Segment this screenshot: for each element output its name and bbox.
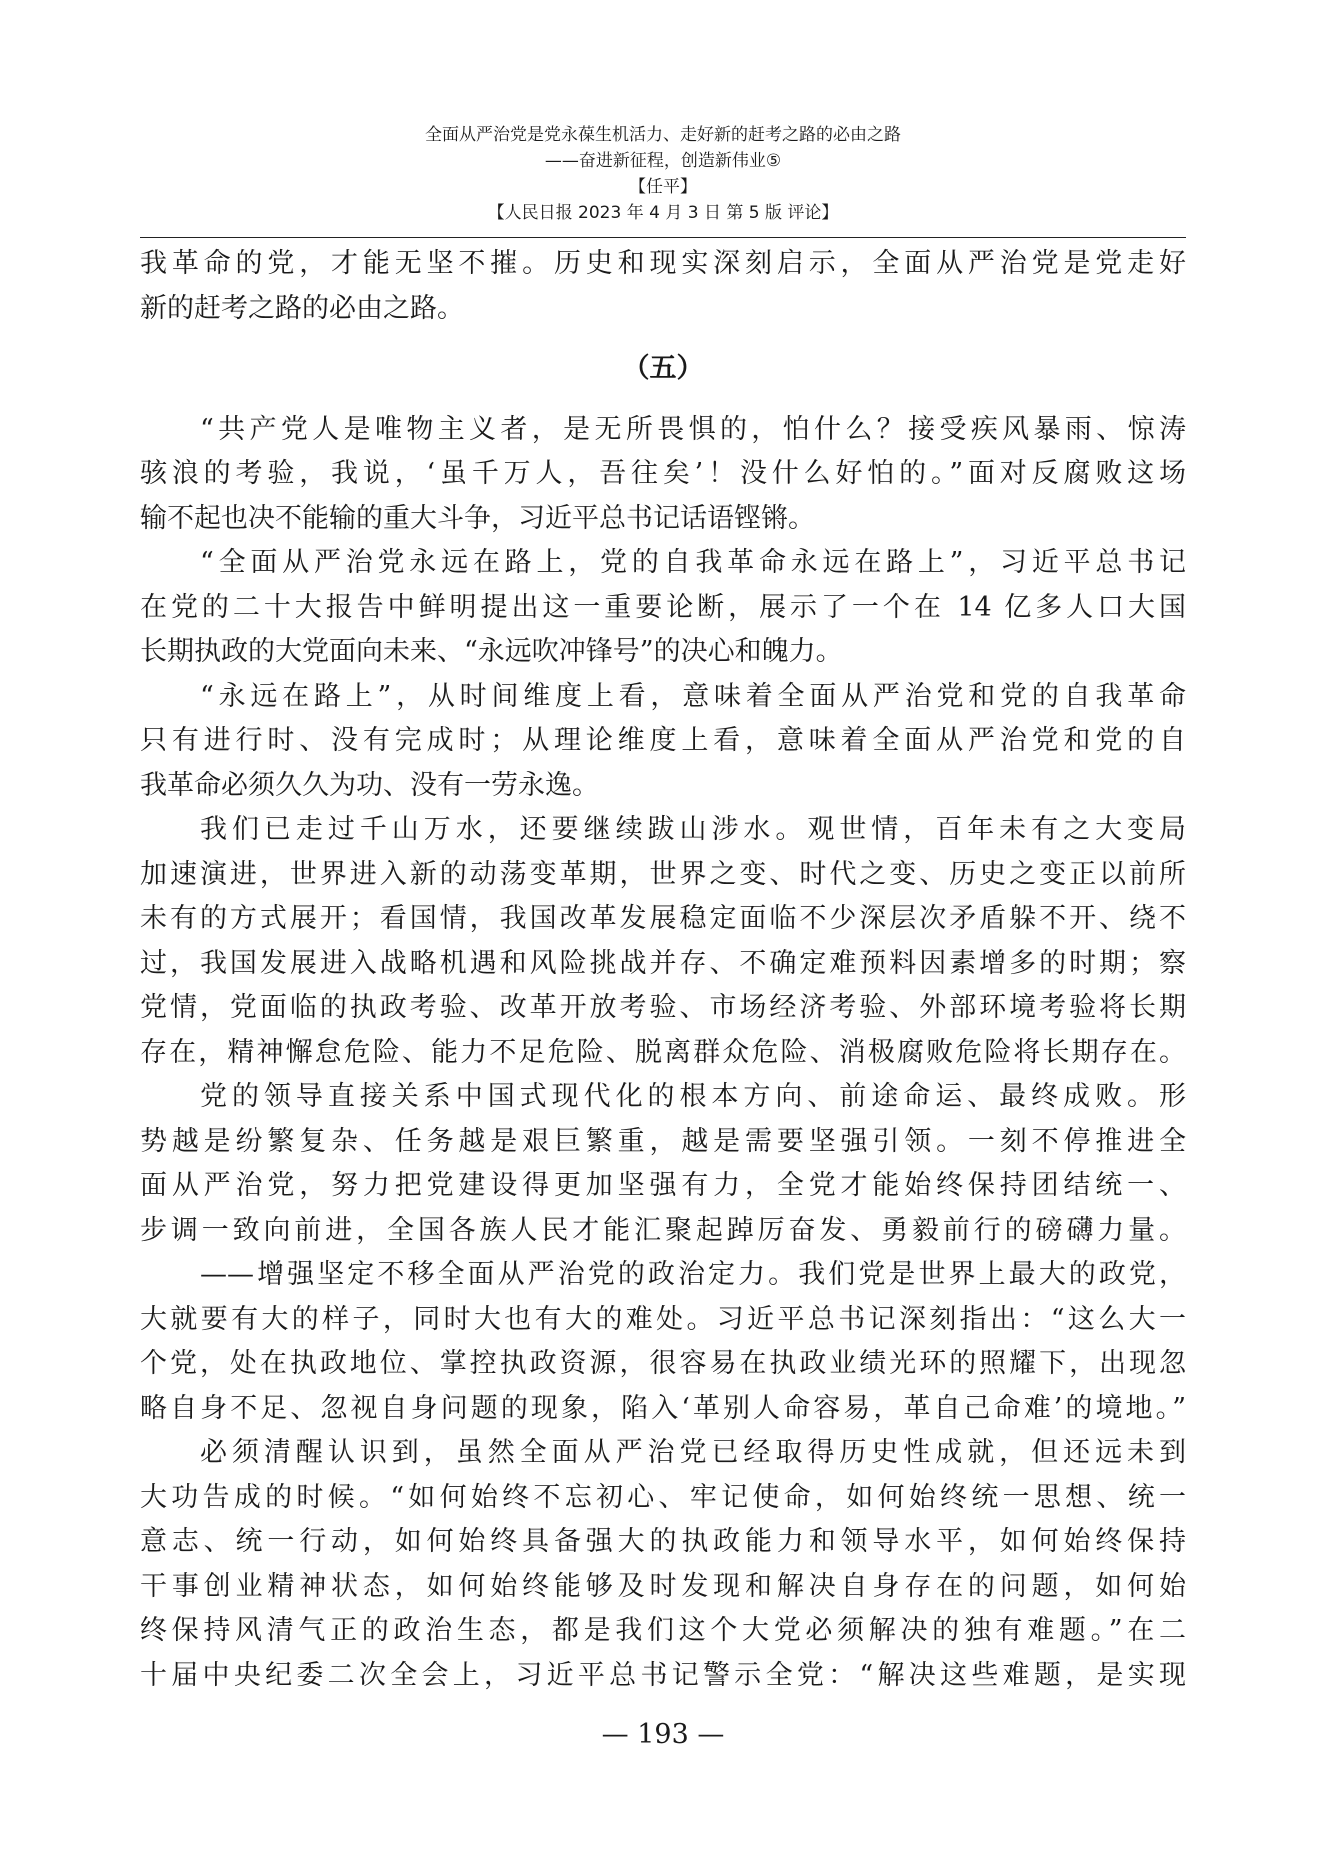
text-line: 党情，党面临的执政考验、改革开放考验、市场经济考验、外部环境考验将长期: [140, 992, 1186, 1023]
text-line: 个党，处在执政地位、掌控执政资源，很容易在执政业绩光环的照耀下，出现忽: [140, 1348, 1186, 1379]
text-line: 只有进行时、没有完成时；从理论维度上看，意味着全面从严治党和党的自: [140, 725, 1186, 756]
article-title: 全面从严治党是党永葆生机活力、走好新的赶考之路的必由之路: [425, 125, 901, 145]
paragraph: [140, 1075, 1186, 1253]
text-line: 未有的方式展开；看国情，我国改革发展稳定面临不少深层次矛盾躲不开、绕不: [140, 903, 1186, 934]
text-line: 党的领导直接关系中国式现代化的根本方向、前途命运、最终成败。形: [200, 1081, 1186, 1112]
text-line: 加速演进，世界进入新的动荡变革期，世界之变、时代之变、历史之变正以前所: [140, 858, 1186, 890]
page-header: [140, 122, 1186, 226]
paragraph: [140, 675, 1186, 809]
paragraph: [140, 808, 1186, 1075]
text-line: 大功告成的时候。“如何始终不忘初心、牢记使命，如何始终统一思想、统一: [140, 1481, 1186, 1513]
text-line: “永远在路上”，从时间维度上看，意味着全面从严治党和党的自我革命: [200, 680, 1186, 712]
article-body: [140, 242, 1186, 1698]
text-line: 存在，精神懈怠危险、能力不足危险、脱离群众危险、消极腐败危险将长期存在。: [140, 1036, 1186, 1068]
text-line: 长期执政的大党面向未来、“永远吹冲锋号”的决心和魄力。: [140, 636, 843, 667]
page-number: — 193 —: [601, 1719, 725, 1750]
text-line: “全面从严治党永远在路上，党的自我革命永远在路上”，习近平总书记: [200, 547, 1186, 578]
text-line: 干事创业精神状态，如何始终能够及时发现和解决自身存在的问题，如何始: [140, 1570, 1186, 1602]
text-line: 骇浪的考验，我说，‘虽千万人，吾往矣’！没什么好怕的。”面对反腐败这场: [140, 458, 1186, 489]
text-line: 我们已走过千山万水，还要继续跋山涉水。观世情，百年未有之大变局: [200, 814, 1186, 845]
paragraph: [140, 1431, 1186, 1698]
text-line: “共产党人是唯物主义者，是无所畏惧的，怕什么？接受疾风暴雨、惊涛: [200, 413, 1186, 445]
article-source: 【人民日报 2023 年 4 月 3 日 第 5 版 评论】: [487, 203, 839, 223]
text-line: 步调一致向前进，全国各族人民才能汇聚起踔厉奋发、勇毅前行的磅礴力量。: [140, 1214, 1186, 1246]
text-line: 十届中央纪委二次全会上，习近平总书记警示全党：“解决这些难题，是实现: [140, 1659, 1186, 1691]
text-line: 我革命必须久久为功、没有一劳永逸。: [140, 769, 599, 801]
article-subtitle: ——奋进新征程，创造新伟业⑤: [544, 151, 782, 171]
text-line: 势越是纷繁复杂、任务越是艰巨繁重，越是需要坚强引领。一刻不停推进全: [140, 1125, 1186, 1157]
text-line: 终保持风清气正的政治生态，都是我们这个大党必须解决的独有难题。”在二: [140, 1615, 1186, 1646]
text-line: 新的赶考之路的必由之路。: [140, 292, 464, 324]
text-line: 面从严治党，努力把党建设得更加坚强有力，全党才能始终保持团结统一、: [140, 1170, 1186, 1201]
text-line: 在党的二十大报告中鲜明提出这一重要论断，展示了一个在 14 亿多人口大国: [140, 591, 1186, 623]
text-line: ——增强坚定不移全面从严治党的政治定力。我们党是世界上最大的政党，: [200, 1259, 1186, 1290]
paragraph: [140, 408, 1186, 542]
section-heading: （五）: [622, 353, 704, 384]
text-line: 输不起也决不能输的重大斗争，习近平总书记话语铿锵。: [140, 502, 815, 534]
paragraph-continuation: [140, 242, 1186, 331]
paragraph: [140, 541, 1186, 675]
text-line: 我革命的党，才能无坚不摧。历史和现实深刻启示，全面从严治党是党走好: [140, 248, 1186, 279]
paragraph: [140, 1253, 1186, 1431]
text-line: 过，我国发展进入战略机遇和风险挑战并存、不确定难预料因素增多的时期；察: [140, 947, 1186, 979]
text-line: 意志、统一行动，如何始终具备强大的执政能力和领导水平，如何始终保持: [140, 1526, 1186, 1557]
text-line: 必须清醒认识到，虽然全面从严治党已经取得历史性成就，但还远未到: [200, 1437, 1186, 1468]
header-divider: [140, 237, 1186, 238]
text-line: 大就要有大的样子，同时大也有大的难处。习近平总书记深刻指出：“这么大一: [140, 1303, 1186, 1335]
text-line: 略自身不足、忽视自身问题的现象，陷入‘革别人命容易，革自己命难’的境地。”: [140, 1392, 1186, 1424]
article-author: 【任平】: [629, 177, 697, 197]
